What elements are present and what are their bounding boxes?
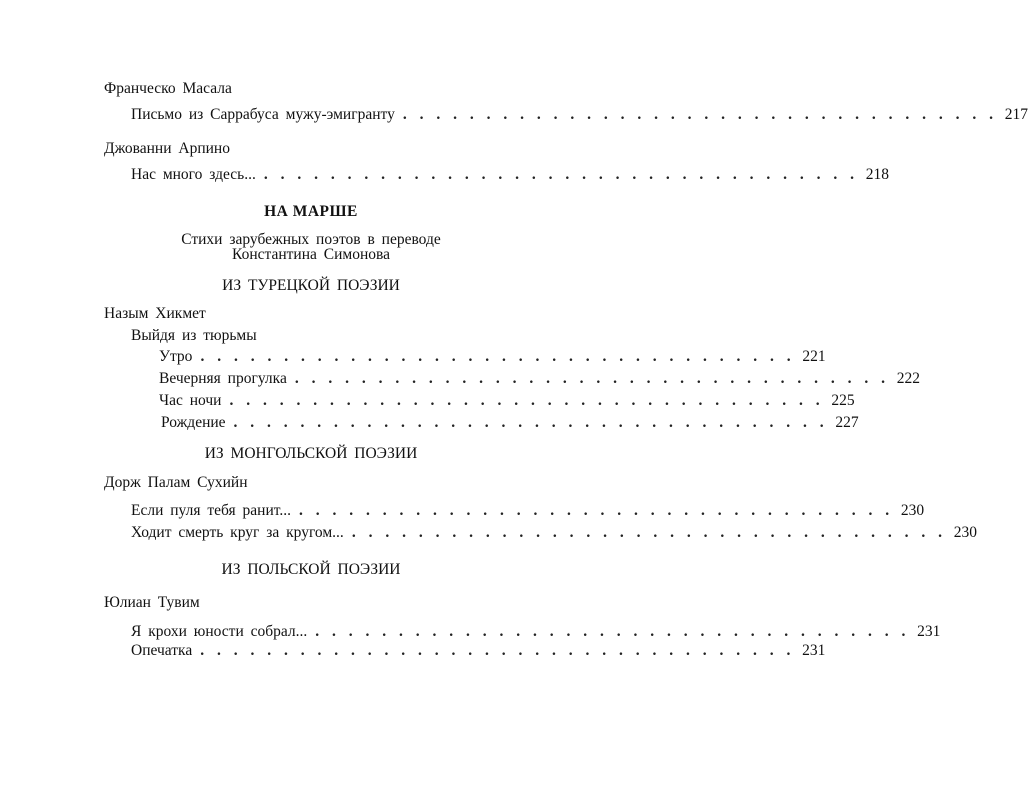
entry-title: Если пуля тебя ранит... <box>131 502 291 519</box>
author-dorzh-palam: Дорж Палам Сухийн <box>104 474 248 491</box>
toc-entry[interactable] <box>159 370 920 388</box>
part-title: НА МАРШЕ <box>264 203 358 220</box>
page-number: 222 <box>896 370 920 387</box>
entry-title: Час ночи <box>159 392 222 409</box>
author-francesco-masala: Франческо Масала <box>104 80 232 97</box>
page-number: 221 <box>802 348 826 365</box>
part-subtitle-line2: Константина Симонова <box>232 246 390 263</box>
entry-title: Утро <box>159 348 193 365</box>
entry-title: Ходит смерть круг за кругом... <box>131 524 344 541</box>
entry-title: Нас много здесь... <box>131 166 256 183</box>
entry-title: Опечатка <box>131 642 193 659</box>
part-subtitle-line1: Стихи зарубежных поэтов в переводе <box>181 231 441 248</box>
toc-entry[interactable] <box>131 642 826 660</box>
page-number: 230 <box>900 502 925 519</box>
section-heading-mongolian: ИЗ МОНГОЛЬСКОЙ ПОЭЗИИ <box>204 445 418 462</box>
entry-title: Я крохи юности собрал... <box>131 623 308 640</box>
author-giovanni-arpino: Джованни Арпино <box>104 140 230 157</box>
dot-leader: . . . . . . . . . . . . . . . . . . . . . . . . . . . . . . . . . . . . <box>298 502 893 519</box>
section-heading-polish: ИЗ ПОЛЬСКОЙ ПОЭЗИИ <box>221 561 401 578</box>
toc-entry[interactable] <box>159 392 855 410</box>
dot-leader: . . . . . . . . . . . . . . . . . . . . . . . . . . . . . . . . . . . . <box>233 414 827 431</box>
page-number: 225 <box>831 392 855 409</box>
toc-entry[interactable] <box>131 106 1028 124</box>
toc-entry[interactable] <box>131 166 889 184</box>
entry-title: Письмо из Саррабуса мужу-эмигранту <box>131 106 395 123</box>
dot-leader: . . . . . . . . . . . . . . . . . . . . . . . . . . . . . . . . . . . . <box>200 348 794 365</box>
entry-title: Рождение <box>161 414 226 431</box>
page-number: 231 <box>802 642 826 659</box>
toc-entry[interactable] <box>159 348 826 366</box>
dot-leader: . . . . . . . . . . . . . . . . . . . . . . . . . . . . . . . . . . . . <box>229 392 823 409</box>
toc-entry[interactable] <box>131 524 977 542</box>
dot-leader: . . . . . . . . . . . . . . . . . . . . . . . . . . . . . . . . . . . . <box>315 623 909 640</box>
dot-leader: . . . . . . . . . . . . . . . . . . . . . . . . . . . . . . . . . . . . <box>351 524 945 541</box>
author-julian-tuwim: Юлиан Тувим <box>104 594 200 611</box>
section-heading-turkish: ИЗ ТУРЕЦКОЙ ПОЭЗИИ <box>222 277 400 294</box>
cycle-title: Выйдя из тюрьмы <box>131 327 257 344</box>
page-number: 230 <box>953 524 977 541</box>
dot-leader: . . . . . . . . . . . . . . . . . . . . . . . . . . . . . . . . . . . . <box>294 370 888 387</box>
dot-leader: . . . . . . . . . . . . . . . . . . . . . . . . . . . . . . . . . . . . <box>263 166 857 183</box>
page-number: 231 <box>917 623 941 640</box>
entry-title: Вечерняя прогулка <box>159 370 287 387</box>
page-number: 218 <box>865 166 889 183</box>
author-nazim-hikmet: Назым Хикмет <box>104 305 206 322</box>
toc-entry[interactable] <box>131 502 925 520</box>
dot-leader: . . . . . . . . . . . . . . . . . . . . . . . . . . . . . . . . . . . . <box>402 106 996 123</box>
page-number: 227 <box>835 414 859 431</box>
dot-leader: . . . . . . . . . . . . . . . . . . . . . . . . . . . . . . . . . . . . <box>200 642 794 659</box>
page-number: 217 <box>1004 106 1028 123</box>
toc-entry[interactable] <box>161 414 859 432</box>
toc-entry[interactable] <box>131 623 941 641</box>
